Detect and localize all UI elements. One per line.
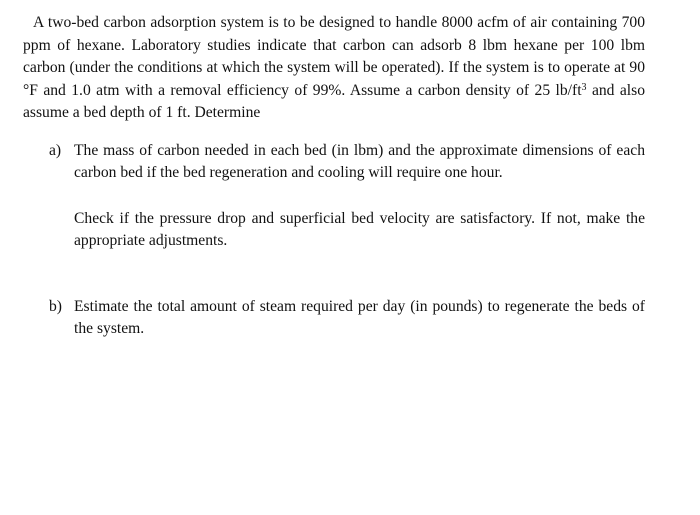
part-a-marker: a) — [49, 141, 62, 159]
part-b-marker: b) — [49, 297, 62, 315]
part-b-text: Estimate the total amount of steam required per day (in pounds) to regenerate the beds of the system. — [74, 297, 645, 337]
part-a-followup: Check if the pressure drop and superficial bed velocity are satisfactory. If not, make the appropriate adjustments. — [74, 209, 645, 249]
intro-text: A two-bed carbon adsorption system is to be designed to handle 8000 acfm of air containing 700 ppm of hexane. Laboratory studies indicate that carbon can adsorb 8 lbm hexane per 100 lbm carbon (under the conditions at which the system will be operated). If the system is to operate at 90 °F and 1.0 atm with a removal efficiency of 99%. Assume a carbon density of 25 lb/ft — [23, 14, 645, 99]
part-a-text: The mass of carbon needed in each bed (in lbm) and the approximate dimensions of each carbon bed if the bed regeneration and cooling will require one hour. — [74, 141, 645, 181]
problem-statement — [23, 12, 645, 341]
intro-text-end: and also assume a bed depth of 1 ft. Determine — [23, 81, 645, 121]
part-b — [23, 296, 645, 341]
superscript-exponent: 3 — [581, 81, 587, 93]
intro-paragraph — [23, 12, 645, 125]
part-a — [23, 140, 645, 253]
